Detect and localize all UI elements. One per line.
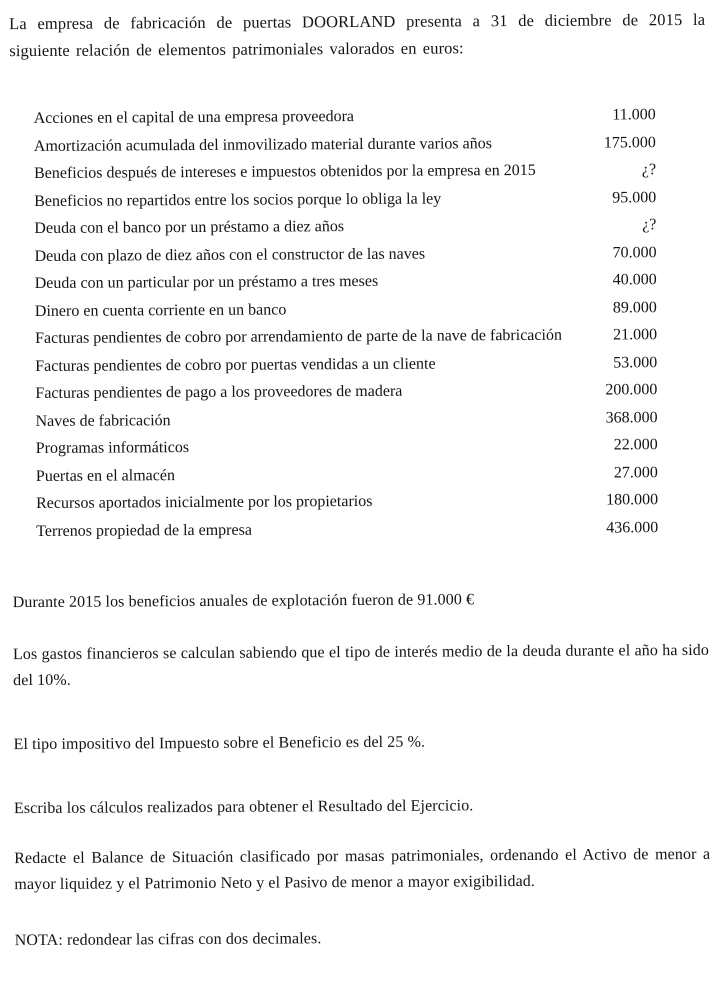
item-label: Acciones en el capital de una empresa proveedora — [33, 108, 355, 127]
list-item — [34, 156, 656, 187]
item-value: 200.000 — [605, 381, 658, 399]
list-item — [35, 294, 657, 325]
list-item — [35, 266, 657, 297]
item-label: Recursos aportados inicialmente por los propietarios — [36, 492, 373, 512]
item-value: 368.000 — [605, 408, 658, 426]
paragraph-instruction-balance-sheet: Redacte el Balance de Situación clasificado por masas patrimoniales, ordenando el Activo de menor a mayor liquidez y el Patrimonio Neto y el Pasivo de menor a mayor exigibilidad. — [14, 845, 711, 894]
item-label: Programas informáticos — [35, 439, 190, 457]
item-value: 53.000 — [613, 353, 658, 371]
item-value: 180.000 — [606, 491, 659, 509]
list-item — [34, 184, 656, 215]
paragraph-operating-profit: Durante 2015 los beneficios anuales de explotación fueron de 91.000 € — [12, 591, 475, 612]
list-item — [36, 514, 658, 545]
item-label: Beneficios no repartidos entre los socios porque lo obliga la ley — [34, 189, 442, 210]
item-value: 27.000 — [613, 463, 658, 481]
intro-paragraph: La empresa de fabricación de puertas DOORLAND presenta a 31 de diciembre de 2015 la siguiente relación de elementos patrimoniales valorados en euros: — [9, 9, 706, 61]
list-item — [35, 349, 657, 380]
item-value: 22.000 — [613, 436, 658, 454]
paragraph-tax-rate: El tipo impositivo del Impuesto sobre el Beneficio es del 25 %. — [13, 733, 426, 754]
asset-list — [34, 101, 659, 545]
list-item — [34, 129, 656, 160]
list-item — [35, 376, 657, 407]
item-label: Naves de fabricación — [35, 411, 171, 430]
item-value: 175.000 — [603, 133, 656, 152]
list-item — [34, 239, 656, 270]
item-label: Facturas pendientes de pago a los proveedores de madera — [35, 382, 403, 402]
item-value: ¿? — [642, 216, 657, 234]
paragraph-financial-expenses: Los gastos financieros se calculan sabiendo que el tipo de interés medio de la deuda durante el año ha sido del 10%. — [12, 641, 710, 690]
item-label: Dinero en cuenta corriente en un banco — [34, 300, 287, 320]
item-label: Deuda con plazo de diez años con el constructor de las naves — [34, 245, 426, 265]
item-value: 40.000 — [612, 271, 657, 289]
item-value: 21.000 — [612, 326, 658, 344]
item-value: ¿? — [641, 161, 657, 179]
item-value: 70.000 — [612, 243, 657, 261]
paragraph-note: NOTA: redondear las cifras con dos decimales. — [14, 930, 322, 950]
list-item — [36, 486, 658, 517]
item-label: Beneficios después de intereses e impuestos obtenidos por la empresa en 2015 — [34, 161, 536, 182]
item-label: Puertas en el almacén — [35, 466, 175, 485]
item-label: Terrenos propiedad de la empresa — [36, 521, 252, 540]
item-value: 11.000 — [612, 106, 656, 124]
item-label: Amortización acumulada del inmovilizado material durante varios años — [33, 134, 492, 155]
item-label: Facturas pendientes de cobro por puertas vendidas a un cliente — [35, 355, 436, 375]
item-value: 436.000 — [606, 518, 659, 536]
item-value: 89.000 — [612, 298, 657, 316]
list-item — [34, 211, 656, 242]
list-item — [35, 404, 657, 435]
list-item — [36, 431, 658, 462]
item-label: Deuda con un particular por un préstamo a tres meses — [34, 272, 379, 292]
item-label: Deuda con el banco por un préstamo a diez años — [34, 218, 345, 237]
paragraph-instruction-calculations: Escriba los cálculos realizados para obtener el Resultado del Ejercicio. — [13, 797, 474, 818]
item-label: Facturas pendientes de cobro por arrendamiento de parte de la nave de fabricación — [35, 326, 562, 347]
list-item — [34, 101, 656, 132]
list-item — [36, 459, 658, 490]
item-value: 95.000 — [612, 188, 657, 206]
list-item — [35, 321, 657, 352]
